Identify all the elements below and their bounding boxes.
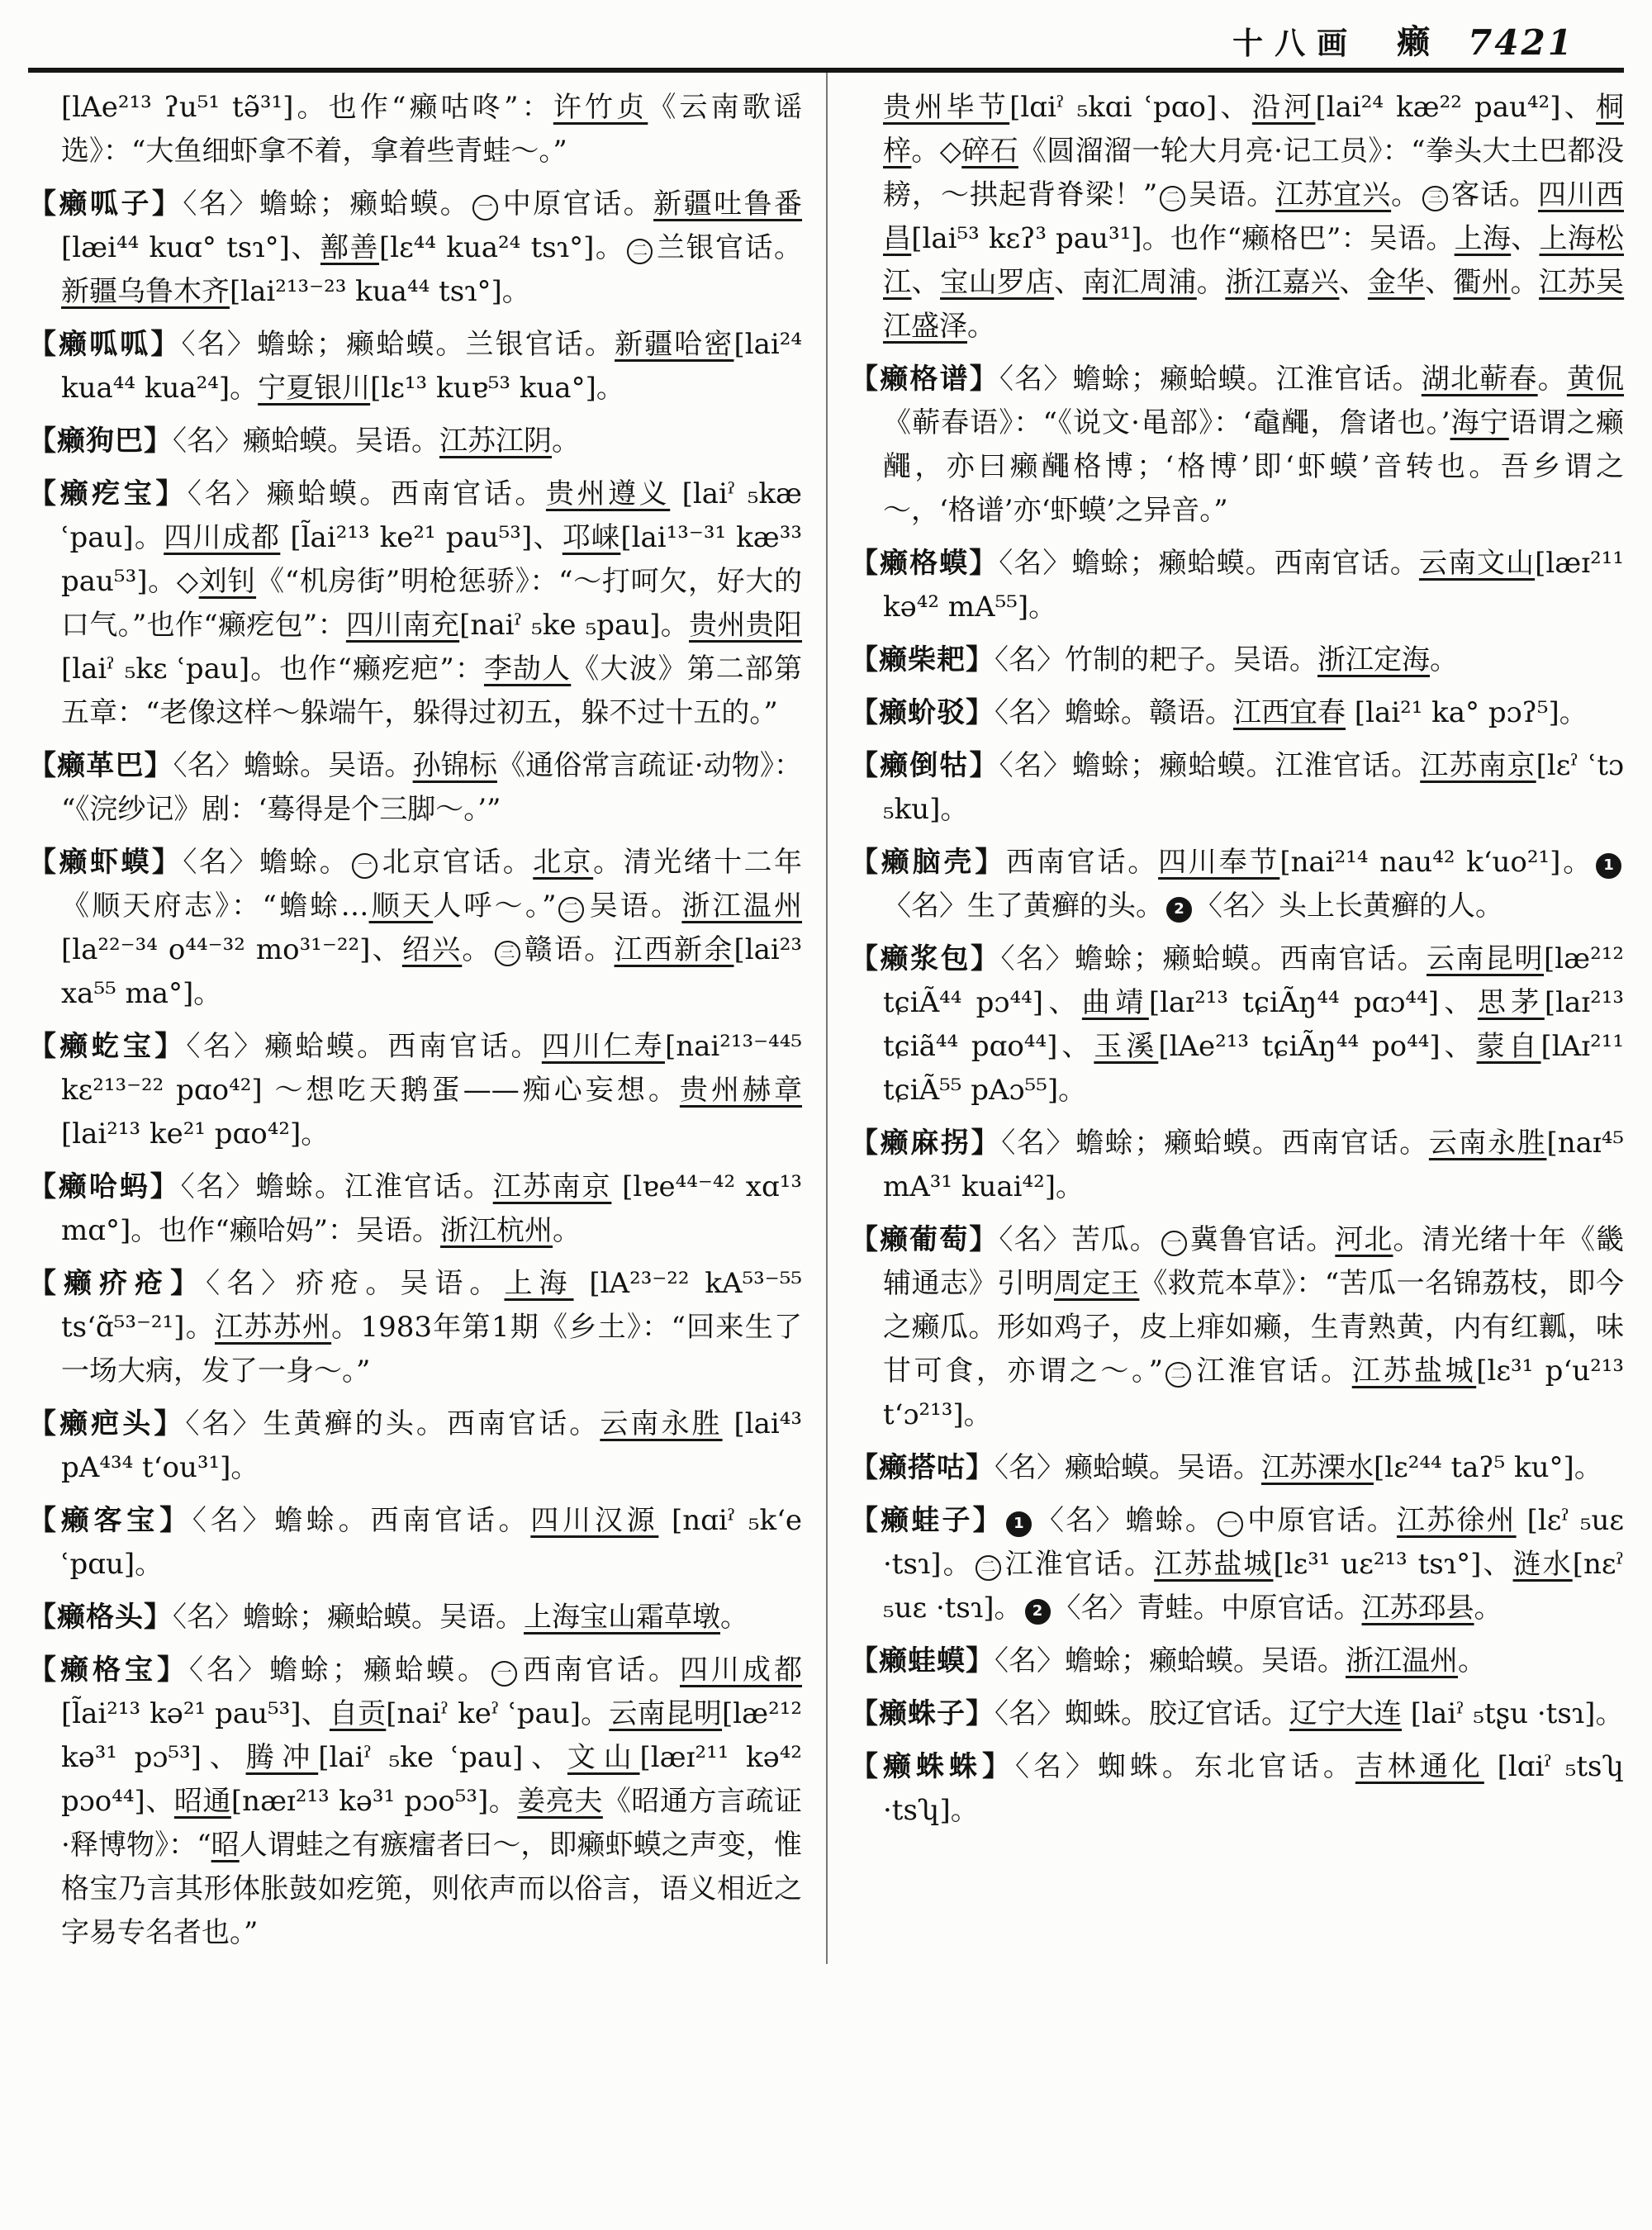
entry-headword: 【癞疥疮】 xyxy=(28,1267,206,1300)
proper-noun: 贵州赫章 xyxy=(679,1074,803,1107)
proper-noun: 江苏江阴 xyxy=(439,425,552,458)
entry-text: 。 xyxy=(1458,1644,1486,1677)
proper-noun: 四川西昌 xyxy=(883,178,1625,255)
dict-entry xyxy=(850,358,1624,533)
proper-noun: 云南昆明 xyxy=(1427,942,1544,975)
dict-entry xyxy=(28,744,802,832)
proper-noun: 新疆哈密 xyxy=(615,328,734,361)
proper-noun: 江苏盐城 xyxy=(1154,1548,1274,1581)
entry-text: 。 xyxy=(1510,266,1540,299)
dict-entry xyxy=(850,841,1624,928)
entry-text: 〈名〉蟾蜍；癞蛤蟆。西南官话。 xyxy=(999,547,1419,580)
circled-number: 一 xyxy=(1161,1231,1187,1256)
proper-noun: 衢州 xyxy=(1453,266,1511,299)
proper-noun: 思茅 xyxy=(1477,986,1545,1019)
proper-noun: 新疆乌鲁木齐 xyxy=(61,275,230,308)
entry-text: 1 〈名〉蟾蜍。 一 中原官话。 xyxy=(1004,1504,1397,1537)
entry-text: 〈名〉蟾蜍。吴语。 xyxy=(173,749,413,782)
dict-entry xyxy=(850,691,1624,735)
entry-headword: 【癞格宝】 xyxy=(28,1654,189,1687)
dict-entry xyxy=(850,1499,1624,1630)
entry-text: 〈名〉癞蛤蟆。吴语。 xyxy=(995,1451,1261,1484)
proper-noun: 江苏宜兴 xyxy=(1275,178,1392,211)
entry-text: 。清光绪十年《畿辅通志》引明 xyxy=(883,1223,1625,1300)
circled-number: 1 xyxy=(1596,853,1621,879)
entry-text: [lAe²¹³ tɕiÃŋ⁴⁴ po⁴⁴]、 xyxy=(1158,1030,1477,1063)
proper-noun: 南汇周浦 xyxy=(1082,266,1197,299)
guide-character: 癞 xyxy=(1397,22,1431,61)
proper-noun: 云南永胜 xyxy=(600,1407,723,1440)
entry-text: [lA²³⁻²² kA⁵³⁻⁵⁵ tsʻɑ̃⁵³⁻²¹]。 xyxy=(61,1267,803,1344)
proper-noun: 新疆吐鲁番 xyxy=(653,187,803,221)
circled-number: 二 xyxy=(558,897,584,923)
proper-noun: 桐梓 xyxy=(883,91,1625,168)
entry-headword: 【癞哈蚂】 xyxy=(28,1170,181,1203)
entry-text: [læɪ²¹¹ kə⁴² pɔo⁴⁴]、 xyxy=(61,1741,803,1818)
proper-noun: 姜亮夫 xyxy=(517,1785,603,1818)
circled-number: 一 xyxy=(472,195,498,221)
proper-noun: 四川仁寿 xyxy=(541,1030,665,1063)
entry-headword: 【癞疙宝】 xyxy=(28,477,188,510)
entry-text: [la²²⁻³⁴ o⁴⁴⁻³² mo³¹⁻²²]、 xyxy=(61,933,402,966)
dict-entry xyxy=(850,542,1624,629)
proper-noun: 邛崃 xyxy=(562,521,621,554)
entry-text: [nɑiˀ ₅kʻe ʿpɑu]。 xyxy=(61,1504,803,1581)
entry-headword: 【癞柴耙】 xyxy=(850,643,995,676)
circled-number: 二 xyxy=(1160,186,1185,211)
proper-noun: 刘钊 xyxy=(198,565,257,598)
proper-noun: 顺天 xyxy=(368,890,434,923)
entry-text: 〈名〉蟾蜍；癞蛤蟆。吴语。 xyxy=(173,1601,524,1634)
dict-entry xyxy=(850,1692,1624,1736)
entry-text: [laiˀ ₅kɛ ʿpau]。也作“癞疙疤”： xyxy=(61,652,484,686)
entry-text: 〈名〉癞蛤蟆。西南官话。 xyxy=(187,477,546,510)
stroke-section-label: 十八画 xyxy=(1232,25,1360,61)
proper-noun: 辽宁大连 xyxy=(1289,1697,1402,1730)
proper-noun: 玉溪 xyxy=(1094,1030,1159,1063)
proper-noun: 江苏南京 xyxy=(492,1170,612,1203)
entry-text: [lai²⁴ kæ²² pau⁴²]、 xyxy=(1315,91,1597,124)
proper-noun: 江苏邳县 xyxy=(1361,1592,1474,1625)
proper-noun: 湖北蕲春 xyxy=(1421,363,1538,396)
entry-text: 。清光绪十二年《顺天府志》：“蟾蜍… xyxy=(61,846,803,923)
proper-noun: 江西宜春 xyxy=(1233,696,1346,729)
circled-number: 2 xyxy=(1025,1599,1051,1625)
entry-text: 。 xyxy=(552,425,580,458)
entry-text: [lAe²¹³ ʔu⁵¹ tə̃³¹]。也作“癞咕咚”： xyxy=(61,91,553,124)
entry-text: 〈名〉蟾蜍。西南官话。 xyxy=(192,1504,531,1537)
proper-noun: 昭通 xyxy=(173,1785,231,1818)
entry-text: 《救荒本草》：“苦瓜一名锦荔枝，即今之癞瓜。形如鸡子，皮上痱如癞，生青熟黄，内有红瓤，味甘可食，亦谓之～。” 二 江淮官话。 xyxy=(883,1267,1625,1388)
proper-noun: 腾冲 xyxy=(245,1741,319,1774)
proper-noun: 上海松江 xyxy=(883,222,1624,299)
proper-noun: 昭 xyxy=(211,1829,240,1862)
text-columns xyxy=(28,73,1624,1964)
entry-text: 〈名〉蜘蛛。胶辽官话。 xyxy=(995,1697,1289,1730)
proper-noun: 江苏苏州 xyxy=(215,1311,332,1344)
proper-noun: 浙江温州 xyxy=(1346,1644,1458,1677)
entry-text: 〈名〉生黄癣的头。西南官话。 xyxy=(185,1407,601,1440)
entry-headword: 【癞搭咕】 xyxy=(850,1451,995,1484)
proper-noun: 江苏徐州 xyxy=(1396,1504,1517,1537)
dict-entry xyxy=(850,1446,1624,1490)
circled-number: 2 xyxy=(1166,897,1192,923)
entry-text: 〈名〉苦瓜。 一 冀鲁官话。 xyxy=(999,1223,1336,1256)
dict-entry xyxy=(28,1165,802,1253)
entry-text: 。 xyxy=(553,1214,582,1247)
entry-text: 《蕲春语》：“《说文·黾部》：‘鼀𪓰，詹诸也。’ xyxy=(883,406,1450,439)
dict-entry xyxy=(28,1649,802,1955)
entry-text: [lai²¹³⁻²³ kua⁴⁴ tsɿ°]。 xyxy=(230,275,530,308)
entry-text: [lɛ⁴⁴ kua²⁴ tsɿ°]。 二 兰银官话。 xyxy=(378,231,802,264)
entry-text: 〈名〉竹制的耙子。吴语。 xyxy=(995,643,1317,676)
entry-text: 〈名〉蜘蛛。东北官话。 xyxy=(1014,1750,1355,1783)
entry-headword: 【癞格谱】 xyxy=(850,363,999,396)
entry-headword: 【癞脑壳】 xyxy=(850,846,1007,879)
dict-entry xyxy=(28,472,802,735)
proper-noun: 江苏溧水 xyxy=(1261,1451,1374,1484)
entry-text: [lɐe⁴⁴⁻⁴² xɑ¹³ mɑ°]。也作“癞哈妈”：吴语。 xyxy=(61,1170,803,1247)
entry-text: [lɛ²⁴⁴ taʔ⁵ ku°]。 xyxy=(1374,1451,1602,1484)
entry-text: [lai²¹³ ke²¹ pɑo⁴²]。 xyxy=(61,1117,330,1151)
dict-entry xyxy=(28,1499,802,1587)
entry-text: 《云南歌谣选》：“大鱼细虾拿不着，拿着些青蛙～。” xyxy=(61,91,803,168)
dict-entry xyxy=(28,841,802,1016)
proper-noun: 浙江杭州 xyxy=(440,1214,553,1247)
proper-noun: 云南昆明 xyxy=(609,1697,723,1730)
entry-text: [laiˀ ₅tʂu ·tsɿ]。 xyxy=(1402,1697,1624,1730)
entry-text: 〈名〉蟾蜍；癞蛤蟆。吴语。 xyxy=(995,1644,1346,1677)
dict-entry xyxy=(850,638,1624,682)
proper-noun: 自贡 xyxy=(329,1697,387,1730)
proper-noun: 上海宝山霜草墩 xyxy=(524,1601,720,1634)
entry-text: [nɛˀ ₅uɛ ·tsɿ]。 2 〈名〉青蛙。中原官话。 xyxy=(883,1548,1625,1625)
entry-text: 《昭通方言疏证·释博物》：“ xyxy=(61,1785,802,1862)
dict-entry xyxy=(850,1122,1624,1209)
entry-text: 。 xyxy=(1474,1592,1502,1625)
circled-number: 一 xyxy=(352,853,377,879)
circled-number: 三 xyxy=(495,941,520,966)
entry-text: 。 xyxy=(967,310,995,343)
entry-text: 《“机房街”明枪惩骄》：“～打呵欠，好大的口气。”也作“癞疙包”： xyxy=(61,565,803,642)
proper-noun: 江苏吴江盛泽 xyxy=(883,266,1625,343)
proper-noun: 蒙自 xyxy=(1476,1030,1541,1063)
entry-headword: 【癞蚧驳】 xyxy=(850,696,995,729)
entry-text: 、 xyxy=(1424,266,1454,299)
proper-noun: 涟水 xyxy=(1512,1548,1573,1581)
circled-number: 二 xyxy=(976,1555,1001,1581)
entry-text: [lai²¹ ka° pɔʔ⁵]。 xyxy=(1346,696,1588,729)
entry-text: [læi⁴⁴ kuɑ° tsɿ°]、 xyxy=(61,231,320,264)
entry-text: 。 三 赣语。 xyxy=(462,933,615,966)
dict-entry xyxy=(850,1639,1624,1683)
entry-text: 〈名〉癞蛤蟆。西南官话。 xyxy=(186,1030,542,1063)
proper-noun: 文山 xyxy=(567,1741,640,1774)
dict-entry xyxy=(28,183,802,314)
entry-text: [lɑiˀ ₅kɑi ʿpɑo]、 xyxy=(1009,91,1252,124)
dict-entry xyxy=(28,1262,802,1393)
dict-entry xyxy=(28,323,802,410)
entry-text: 〈名〉蟾蜍；癞蛤蟆。西南官话。 xyxy=(1001,1127,1429,1160)
entry-text: 。 xyxy=(1537,363,1567,396)
entry-text: 。 xyxy=(1430,643,1458,676)
entry-text: [lai¹³⁻³¹ kæ³³ pau⁵³]。◇ xyxy=(61,521,802,598)
entry-text: 《通俗常言疏证·动物》：“《浣纱记》剧：‘蓦得是个三脚～。’” xyxy=(61,749,803,826)
proper-noun: 云南文山 xyxy=(1418,547,1536,580)
entry-text: 。 三 客话。 xyxy=(1391,178,1539,211)
entry-headword: 【癞倒牯】 xyxy=(850,749,999,782)
entry-text: 西南官话。 xyxy=(1006,846,1159,879)
proper-noun: 浙江定海 xyxy=(1317,643,1430,676)
dict-entry xyxy=(850,937,1624,1113)
entry-text: 〈名〉蟾蜍。 一 北京官话。 xyxy=(183,846,534,879)
dict-entry xyxy=(28,1025,802,1156)
dict-entry xyxy=(850,1218,1624,1437)
proper-noun: 贵州毕节 xyxy=(883,91,1010,124)
proper-noun: 沿河 xyxy=(1251,91,1316,124)
circled-number: 一 xyxy=(1218,1511,1243,1537)
entry-text: [lɛ¹³ kuɐ⁵³ kua°]。 xyxy=(370,372,624,405)
proper-noun: 浙江温州 xyxy=(681,890,803,923)
entry-text: [naiˀ ₅ke ₅pau]。 xyxy=(459,609,690,642)
entry-text: [næɪ²¹³ kə³¹ pɔo⁵³]。 xyxy=(230,1785,518,1818)
column-1 xyxy=(28,86,802,1964)
proper-noun: 吉林通化 xyxy=(1355,1750,1484,1783)
proper-noun: 云南永胜 xyxy=(1428,1127,1547,1160)
proper-noun: 江苏盐城 xyxy=(1351,1355,1477,1388)
circled-number: 二 xyxy=(1165,1362,1191,1388)
proper-noun: 海宁 xyxy=(1450,406,1509,439)
entry-text: [læ²¹² kə³¹ pɔ⁵³]、 xyxy=(61,1697,803,1774)
circled-number: 1 xyxy=(1006,1511,1032,1537)
proper-noun: 江西新余 xyxy=(614,933,734,966)
entry-text: [l̃ai²¹³ ke²¹ pau⁵³]、 xyxy=(280,521,563,554)
entry-text: [laɪ²¹³ tɕiã⁴⁴ pɑo⁴⁴]、 xyxy=(883,986,1625,1063)
entry-text: 〈名〉蟾蜍；癞蛤蟆。 一 西南官话。 xyxy=(189,1654,680,1687)
proper-noun: 贵州遵义 xyxy=(545,477,671,510)
entry-headword: 【癞蛛子】 xyxy=(850,1697,995,1730)
entry-text: [lai⁴³ pA⁴³⁴ tʻou³¹]。 xyxy=(61,1407,803,1484)
entry-text: [lɑiˀ ₅tsʮ ·tsʮ]。 xyxy=(883,1750,1625,1827)
entry-text: [læɪ²¹¹ kə⁴² mA⁵⁵]。 xyxy=(883,547,1624,624)
proper-noun: 宝山罗店 xyxy=(940,266,1055,299)
entry-headword: 【癞呱子】 xyxy=(28,187,183,221)
dict-entry xyxy=(850,744,1624,832)
entry-headword: 【癞浆包】 xyxy=(850,942,1001,975)
entry-text: 〈名〉癞蛤蟆。吴语。 xyxy=(173,425,439,458)
entry-text: [nai²¹⁴ nau⁴² kʻuo²¹]。 1〈名〉生了黄癣的头。 2 〈名〉头上长黄癣的人。 xyxy=(883,846,1624,923)
entry-text: 〈名〉蟾蜍；癞蛤蟆。江淮官话。 xyxy=(999,749,1421,782)
proper-noun: 李劼人 xyxy=(483,652,572,686)
proper-noun: 河北 xyxy=(1335,1223,1393,1256)
entry-text: 、 xyxy=(1511,222,1540,255)
circled-number: 三 xyxy=(1422,186,1448,211)
proper-noun: 北京 xyxy=(533,846,594,879)
entry-text: 。1983年第1期《乡土》：“回来生了一场大病，发了一身～。” xyxy=(61,1311,803,1388)
proper-noun: 黄侃 xyxy=(1566,363,1625,396)
entry-text: [laiˀ ₅kæ ʿpau]。 xyxy=(61,477,803,554)
entry-text: 人呼～。” 二 吴语。 xyxy=(433,890,682,923)
circled-number: 二 xyxy=(627,239,653,264)
proper-noun: 碎石 xyxy=(961,135,1018,168)
entry-text: 〈名〉蟾蜍；癞蛤蟆。 一 中原官话。 xyxy=(183,187,654,221)
proper-noun: 周定王 xyxy=(1053,1267,1140,1300)
entry-text: [lai⁵³ kɛʔ³ pau³¹]。也作“癞格巴”：吴语。 xyxy=(911,222,1455,255)
column-2 xyxy=(850,86,1624,1964)
entry-headword: 【癞蛙蟆】 xyxy=(850,1644,995,1677)
entry-text: 〈名〉蟾蜍。江淮官话。 xyxy=(180,1170,493,1203)
entry-text: 。 xyxy=(720,1601,748,1634)
entry-headword: 【癞蛛蛛】 xyxy=(850,1750,1015,1783)
entry-headword: 【癞革巴】 xyxy=(28,749,173,782)
proper-noun: 四川成都 xyxy=(164,521,281,554)
proper-noun: 宁夏银川 xyxy=(258,372,371,405)
entry-text: 《大波》第二部第五章：“老像这样～躲端午，躲得过初五，躲不过十五的。” xyxy=(61,652,803,729)
entry-text: [naiˀ keˀ ʿpau]。 xyxy=(386,1697,610,1730)
entry-text: 人谓蛙之有瘯癗者曰～，即癞虾蟆之声变，惟格宝乃言其形体胀鼓如疙篼，则依声而以俗言，语义相近之字易专名者也。” xyxy=(61,1829,802,1949)
entry-headword: 【癞葡萄】 xyxy=(850,1223,999,1256)
entry-text: 、 xyxy=(1054,266,1083,299)
proper-noun: 鄯善 xyxy=(320,231,379,264)
entry-text: [nai²¹³⁻⁴⁴⁵ kɛ²¹³⁻²² pɑo⁴²] ～想吃天鹅蛋——痴心妄想。 xyxy=(61,1030,803,1107)
entry-text: [laɪ²¹³ tɕiÃŋ⁴⁴ pɑɔ⁴⁴]、 xyxy=(1148,986,1478,1019)
proper-noun: 贵州贵阳 xyxy=(689,609,803,642)
entry-headword: 【癞蛙子】 xyxy=(850,1504,1004,1537)
proper-noun: 四川南充 xyxy=(345,609,460,642)
entry-text: 、 xyxy=(911,266,941,299)
entry-text: 。 xyxy=(1196,266,1226,299)
proper-noun: 四川成都 xyxy=(680,1654,802,1687)
entry-headword: 【癞格蟆】 xyxy=(850,547,999,580)
entry-text: 语谓之癞𪓰，亦曰癞𪓰格博；‘格博’即‘虾蟆’音转也。吾乡谓之～，‘格谱’亦‘虾蟆’之异音。” xyxy=(883,406,1625,527)
proper-noun: 上海 xyxy=(1454,222,1512,255)
entry-text: 〈名〉蟾蜍；癞蛤蟆。兰银官话。 xyxy=(181,328,615,361)
entry-text: [l̃ai²¹³ kə²¹ pau⁵³]、 xyxy=(61,1697,330,1730)
entry-text: [lai²³ xa⁵⁵ ma°]。 xyxy=(61,933,803,1010)
entry-text: [lɛˀ ₅uɛ ·tsɿ]。 二 江淮官话。 xyxy=(883,1504,1625,1581)
entry-text: 〈名〉蟾蜍；癞蛤蟆。江淮官话。 xyxy=(999,363,1422,396)
proper-noun: 金华 xyxy=(1367,266,1425,299)
entry-headword: 【癞麻拐】 xyxy=(850,1127,1002,1160)
proper-noun: 许竹贞 xyxy=(553,91,648,124)
entry-text: 、 xyxy=(1339,266,1368,299)
dict-entry xyxy=(28,1402,802,1490)
proper-noun: 四川奉节 xyxy=(1158,846,1280,879)
dict-entry xyxy=(28,1596,802,1639)
page-header xyxy=(28,0,1624,73)
entry-headword: 【癞呱呱】 xyxy=(28,328,182,361)
entry-text: 。◇ xyxy=(911,135,962,168)
proper-noun: 曲靖 xyxy=(1081,986,1149,1019)
dict-entry xyxy=(28,420,802,463)
entry-headword: 【癞格头】 xyxy=(28,1601,173,1634)
entry-text: 〈名〉疥疮。吴语。 xyxy=(206,1267,505,1300)
entry-text: [læ²¹² tɕiÃ⁴⁴ pɔ⁴⁴]、 xyxy=(883,942,1624,1019)
entry-headword: 【癞虼宝】 xyxy=(28,1030,187,1063)
entry-text: [lɛˀ ʿtɔ ₅ku]。 xyxy=(883,749,1625,826)
entry-text: 《圆溜溜一轮大月亮·记工员》：“拳头大土巴都没耪，～拱起背脊梁！” 二 吴语。 xyxy=(883,135,1624,211)
proper-noun: 上海 xyxy=(504,1267,574,1300)
dict-entry xyxy=(850,86,1624,349)
entry-headword: 【癞疤头】 xyxy=(28,1407,186,1440)
entry-headword: 【癞虾蟆】 xyxy=(28,846,183,879)
proper-noun: 江苏南京 xyxy=(1420,749,1536,782)
entry-text: [naɪ⁴⁵ mA³¹ kuai⁴²]。 xyxy=(883,1127,1625,1203)
dict-entry xyxy=(28,86,802,173)
entry-text: [lAɪ²¹¹ tɕiÃ⁵⁵ pAɔ⁵⁵]。 xyxy=(883,1030,1624,1107)
entry-text: [lai²⁴ kua⁴⁴ kua²⁴]。 xyxy=(61,328,803,405)
proper-noun: 孙锦标 xyxy=(412,749,497,782)
entry-headword: 【癞狗巴】 xyxy=(28,425,173,458)
entry-text: [laiˀ ₅ke ʿpau]、 xyxy=(318,1741,567,1774)
circled-number: 一 xyxy=(491,1661,517,1687)
entry-text: [lɛ³¹ pʻu²¹³ tʻɔ²¹³]。 xyxy=(883,1355,1625,1431)
entry-text: 〈名〉蟾蜍。赣语。 xyxy=(995,696,1233,729)
entry-text: [lɛ³¹ uɛ²¹³ tsɿ°]、 xyxy=(1273,1548,1513,1581)
page-number: 7421 xyxy=(1468,22,1574,63)
proper-noun: 四川汉源 xyxy=(530,1504,659,1537)
dict-entry xyxy=(850,1745,1624,1833)
entry-headword: 【癞客宝】 xyxy=(28,1504,192,1537)
entry-text: 〈名〉蟾蜍；癞蛤蟆。西南官话。 xyxy=(1000,942,1427,975)
proper-noun: 浙江嘉兴 xyxy=(1225,266,1340,299)
proper-noun: 绍兴 xyxy=(401,933,463,966)
